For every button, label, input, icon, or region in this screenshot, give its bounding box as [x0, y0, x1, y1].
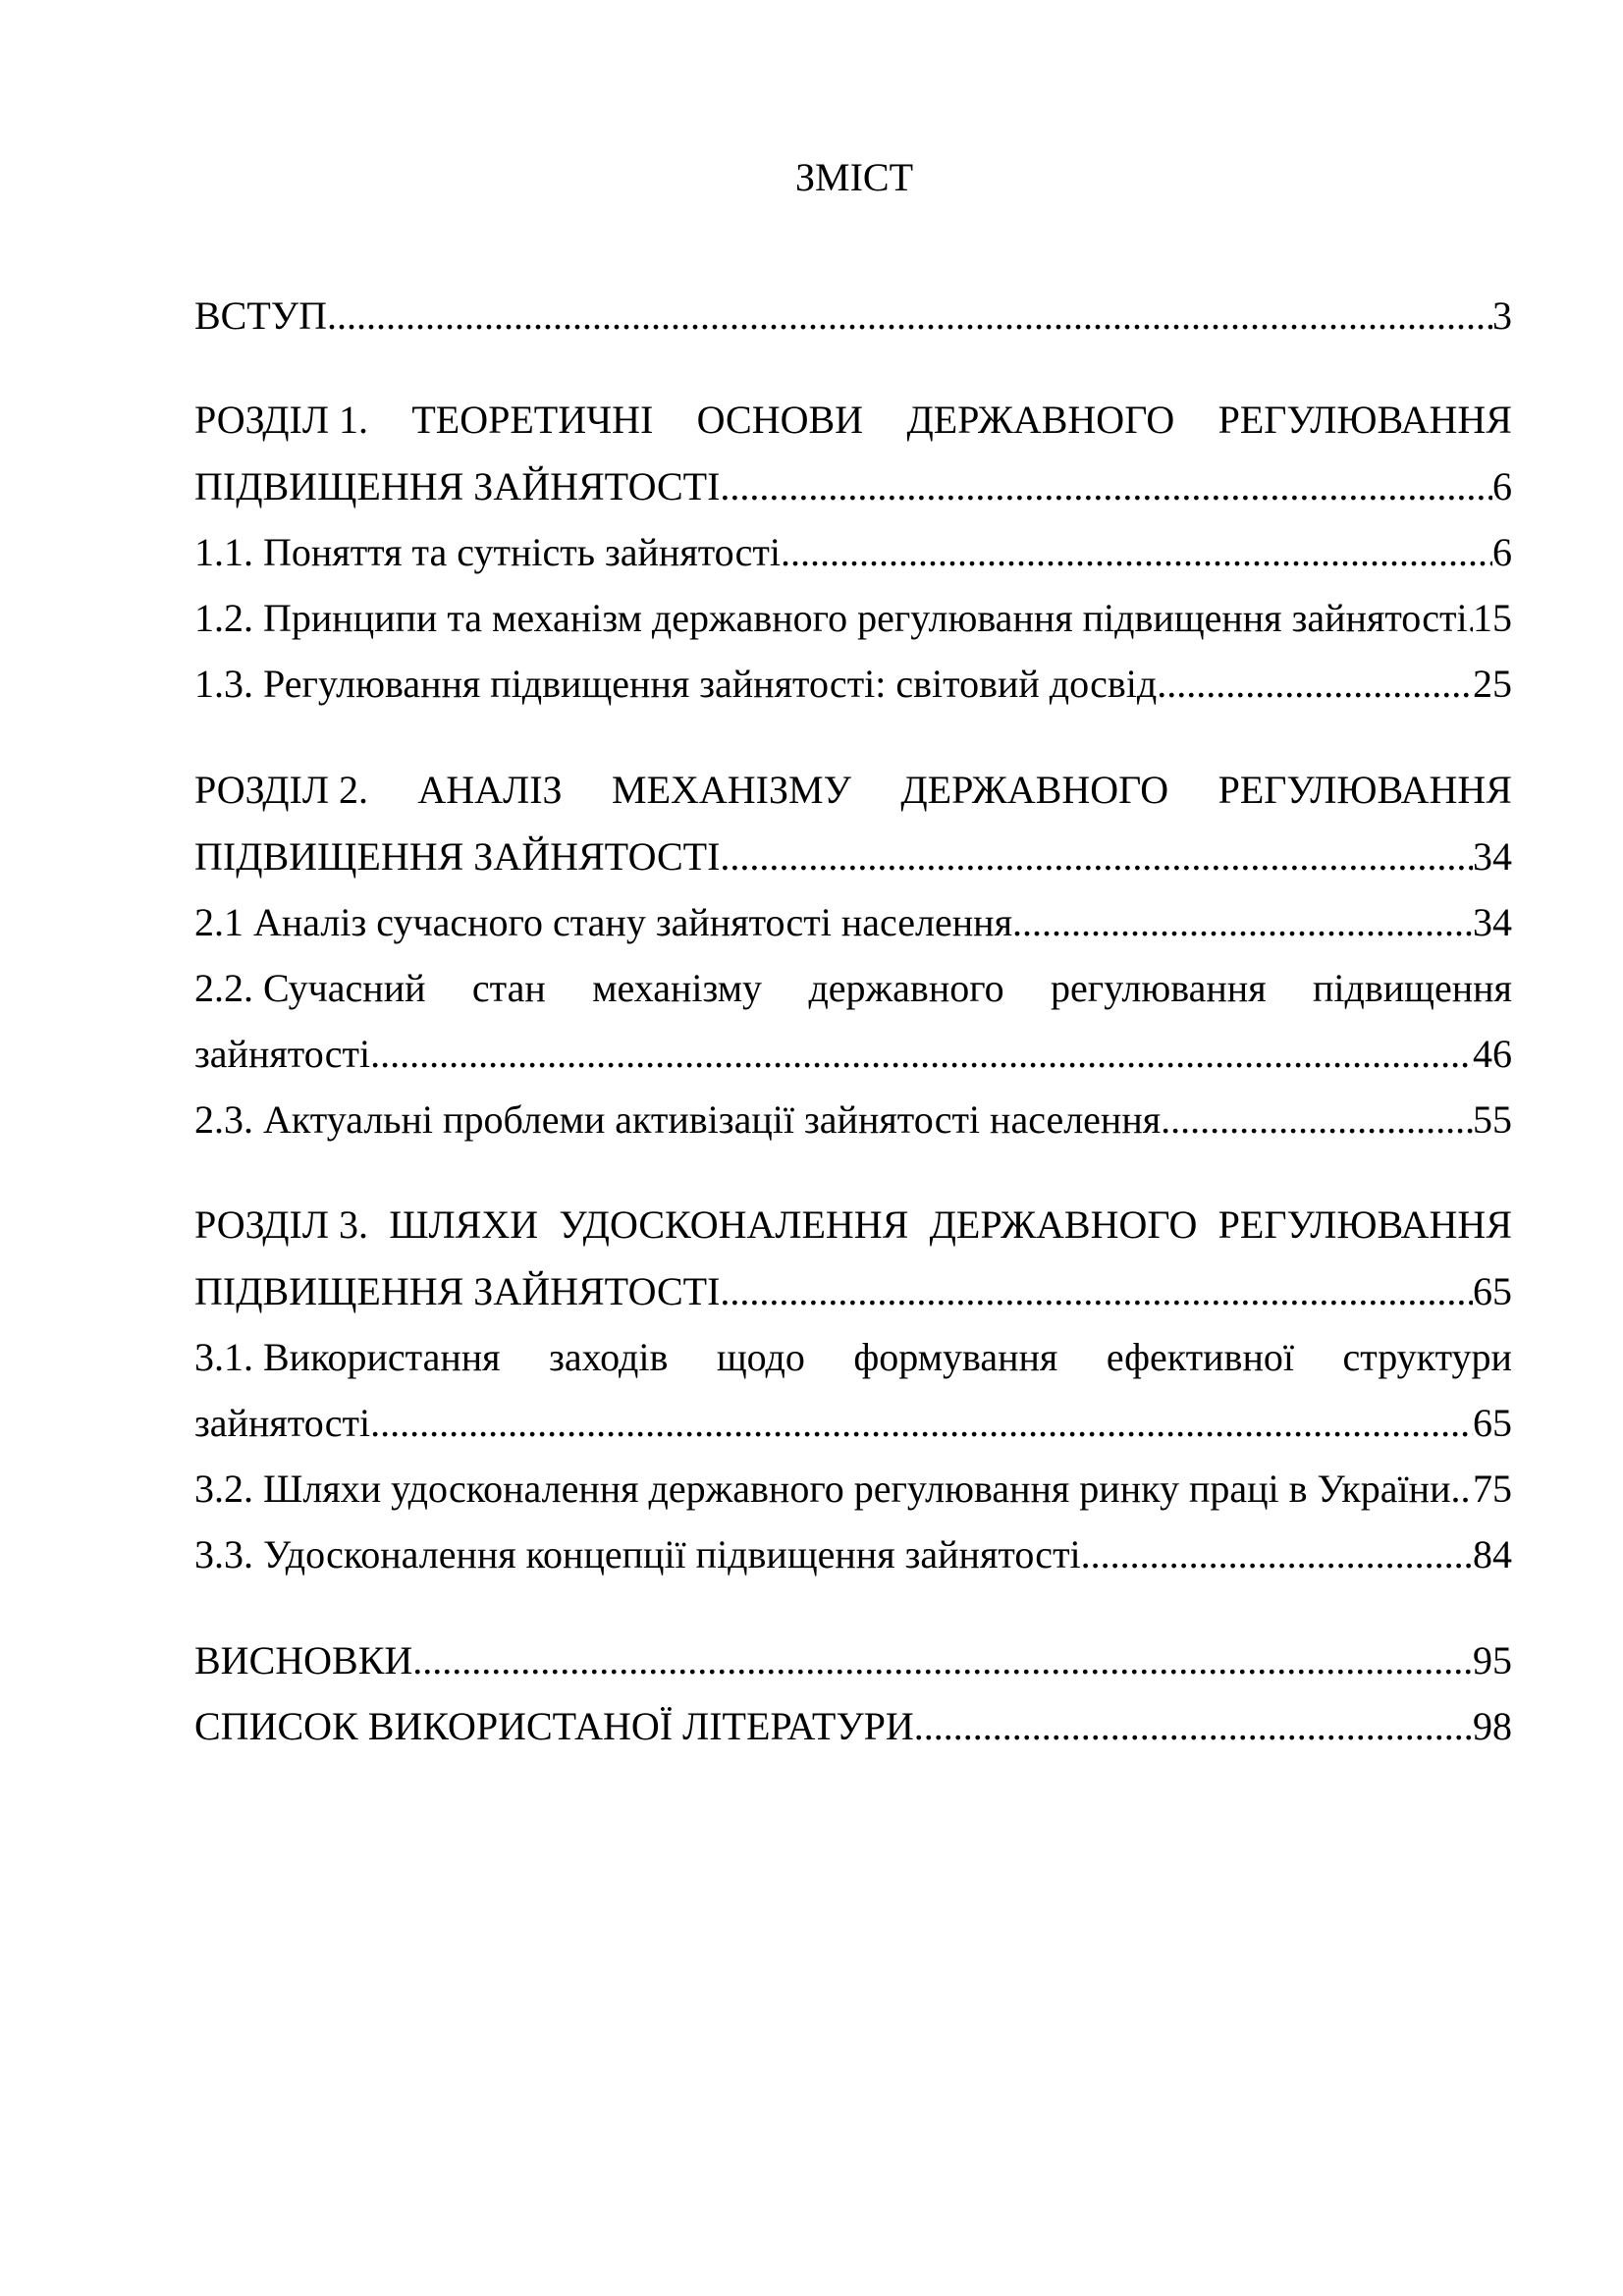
- toc-entry-page: 65: [1473, 1401, 1512, 1445]
- dot-leader: [1161, 1095, 1473, 1146]
- toc-entry-label: ПІДВИЩЕННЯ ЗАЙНЯТОСТІ: [194, 834, 721, 879]
- toc-entry-label: 1.1. Поняття та сутність зайнятості: [194, 530, 782, 574]
- entry-word: державного: [808, 966, 1004, 1010]
- toc-entry-label: 3.2. Шляхи удосконалення державного регулювання ринку праці в України: [194, 1467, 1451, 1511]
- toc-entry-page: 6: [1492, 464, 1512, 508]
- toc-entry-2-3[interactable]: [194, 1095, 1512, 1146]
- toc-entry-3-3[interactable]: [194, 1529, 1512, 1580]
- entry-word: 2.2. Сучасний: [194, 966, 426, 1010]
- toc-entry-conclusions[interactable]: [194, 1635, 1512, 1686]
- dot-leader: [720, 831, 1473, 882]
- toc-entry-2-2[interactable]: [194, 963, 1512, 1014]
- heading-word: РОЗДІЛ 2.: [194, 768, 368, 812]
- toc-entry-label: 3.3. Удосконалення концепції підвищення зайнятості: [194, 1532, 1081, 1576]
- dot-leader: [720, 1266, 1473, 1317]
- toc-entry-1-1[interactable]: [194, 527, 1512, 578]
- toc-section-2-heading-cont[interactable]: [194, 831, 1512, 882]
- toc-entry-label: зайнятості: [194, 1401, 371, 1445]
- entry-word: підвищення: [1313, 966, 1512, 1010]
- toc-entry-intro[interactable]: [194, 291, 1512, 342]
- entry-word: щодо: [716, 1335, 805, 1379]
- toc-section-3-heading[interactable]: [194, 1200, 1512, 1251]
- toc-entry-label: ВИСНОВКИ: [194, 1638, 413, 1682]
- heading-word: ДЕРЖАВНОГО: [906, 398, 1175, 442]
- toc-section-1-heading-cont[interactable]: [194, 461, 1512, 512]
- toc-entry-page: 75: [1473, 1467, 1512, 1511]
- toc-entry-references[interactable]: [194, 1701, 1512, 1752]
- toc-entry-1-2[interactable]: [194, 593, 1512, 644]
- toc-entry-label: 1.2. Принципи та механізм державного регулювання підвищення зайнятості: [194, 596, 1468, 640]
- toc-entry-label: 2.3. Актуальні проблеми активізації зайнятості населення: [194, 1097, 1162, 1142]
- toc-entry-page: 3: [1492, 294, 1512, 338]
- toc-entry-page: 34: [1473, 834, 1512, 879]
- toc-entry-label: 2.1 Аналіз сучасного стану зайнятості населення: [194, 900, 1012, 944]
- entry-word: ефективної: [1106, 1335, 1294, 1379]
- dot-leader: [1450, 1464, 1473, 1515]
- toc-entry-3-1[interactable]: [194, 1332, 1512, 1383]
- heading-word: МЕХАНІЗМУ: [612, 768, 851, 812]
- toc-entry-page: 6: [1492, 530, 1512, 574]
- dot-leader: [914, 1701, 1473, 1752]
- toc-entry-page: 34: [1473, 900, 1512, 944]
- dot-leader: [1012, 897, 1473, 948]
- heading-word: ШЛЯХИ: [389, 1202, 539, 1247]
- dot-leader: [412, 1635, 1473, 1686]
- toc-entry-page: 46: [1473, 1032, 1512, 1076]
- toc-section-3-heading-cont[interactable]: [194, 1266, 1512, 1317]
- toc-entry-page: 65: [1473, 1269, 1512, 1313]
- heading-word: ОСНОВИ: [696, 398, 864, 442]
- heading-word: РОЗДІЛ 3.: [194, 1202, 368, 1247]
- toc-entry-2-2-cont[interactable]: [194, 1029, 1512, 1080]
- toc-entry-page: 95: [1473, 1638, 1512, 1682]
- dot-leader: [720, 461, 1492, 512]
- toc-entry-label: ПІДВИЩЕННЯ ЗАЙНЯТОСТІ: [194, 464, 721, 508]
- dot-leader: [327, 291, 1492, 342]
- heading-word: ДЕРЖАВНОГО: [900, 768, 1169, 812]
- dot-leader: [370, 1398, 1473, 1449]
- entry-word: 3.1. Використання: [194, 1335, 501, 1379]
- toc-entry-label: ПІДВИЩЕННЯ ЗАЙНЯТОСТІ: [194, 1269, 721, 1313]
- toc-entry-1-3[interactable]: [194, 659, 1512, 710]
- heading-word: ДЕРЖАВНОГО: [929, 1202, 1198, 1247]
- toc-entry-page: 55: [1473, 1097, 1512, 1142]
- heading-word: УДОСКОНАЛЕННЯ: [559, 1202, 909, 1247]
- toc-entry-label: 1.3. Регулювання підвищення зайнятості: світовий досвід: [194, 662, 1158, 706]
- heading-word: РЕГУЛЮВАННЯ: [1217, 398, 1512, 442]
- dot-leader: [1157, 659, 1473, 710]
- entry-word: структури: [1342, 1335, 1512, 1379]
- entry-word: стан: [471, 966, 546, 1010]
- toc-entry-page: 84: [1473, 1532, 1512, 1576]
- dot-leader: [781, 527, 1492, 578]
- heading-word: РЕГУЛЮВАННЯ: [1217, 1202, 1512, 1247]
- toc-entry-label: СПИСОК ВИКОРИСТАНОЇ ЛІТЕРАТУРИ: [194, 1704, 914, 1748]
- dot-leader: [370, 1029, 1473, 1080]
- toc-entry-page: 15: [1473, 596, 1512, 640]
- heading-word: ТЕОРЕТИЧНІ: [411, 398, 654, 442]
- toc-title: ЗМІСТ: [794, 155, 914, 199]
- heading-word: РОЗДІЛ 1.: [194, 398, 368, 442]
- entry-word: механізму: [592, 966, 763, 1010]
- toc-section-2-heading[interactable]: [194, 765, 1512, 816]
- dot-leader: [1081, 1529, 1473, 1580]
- toc-entry-2-1[interactable]: [194, 897, 1512, 948]
- entry-word: заходів: [549, 1335, 669, 1379]
- heading-word: РЕГУЛЮВАННЯ: [1217, 768, 1512, 812]
- toc-section-1-heading[interactable]: [194, 395, 1512, 446]
- entry-word: регулювання: [1051, 966, 1267, 1010]
- toc-entry-label: ВСТУП: [194, 294, 327, 338]
- toc-entry-3-1-cont[interactable]: [194, 1398, 1512, 1449]
- toc-entry-page: 98: [1473, 1704, 1512, 1748]
- toc-entry-3-2[interactable]: [194, 1464, 1512, 1515]
- heading-word: АНАЛІЗ: [417, 768, 563, 812]
- toc-entry-label: зайнятості: [194, 1032, 371, 1076]
- entry-word: формування: [853, 1335, 1058, 1379]
- toc-entry-page: 25: [1473, 662, 1512, 706]
